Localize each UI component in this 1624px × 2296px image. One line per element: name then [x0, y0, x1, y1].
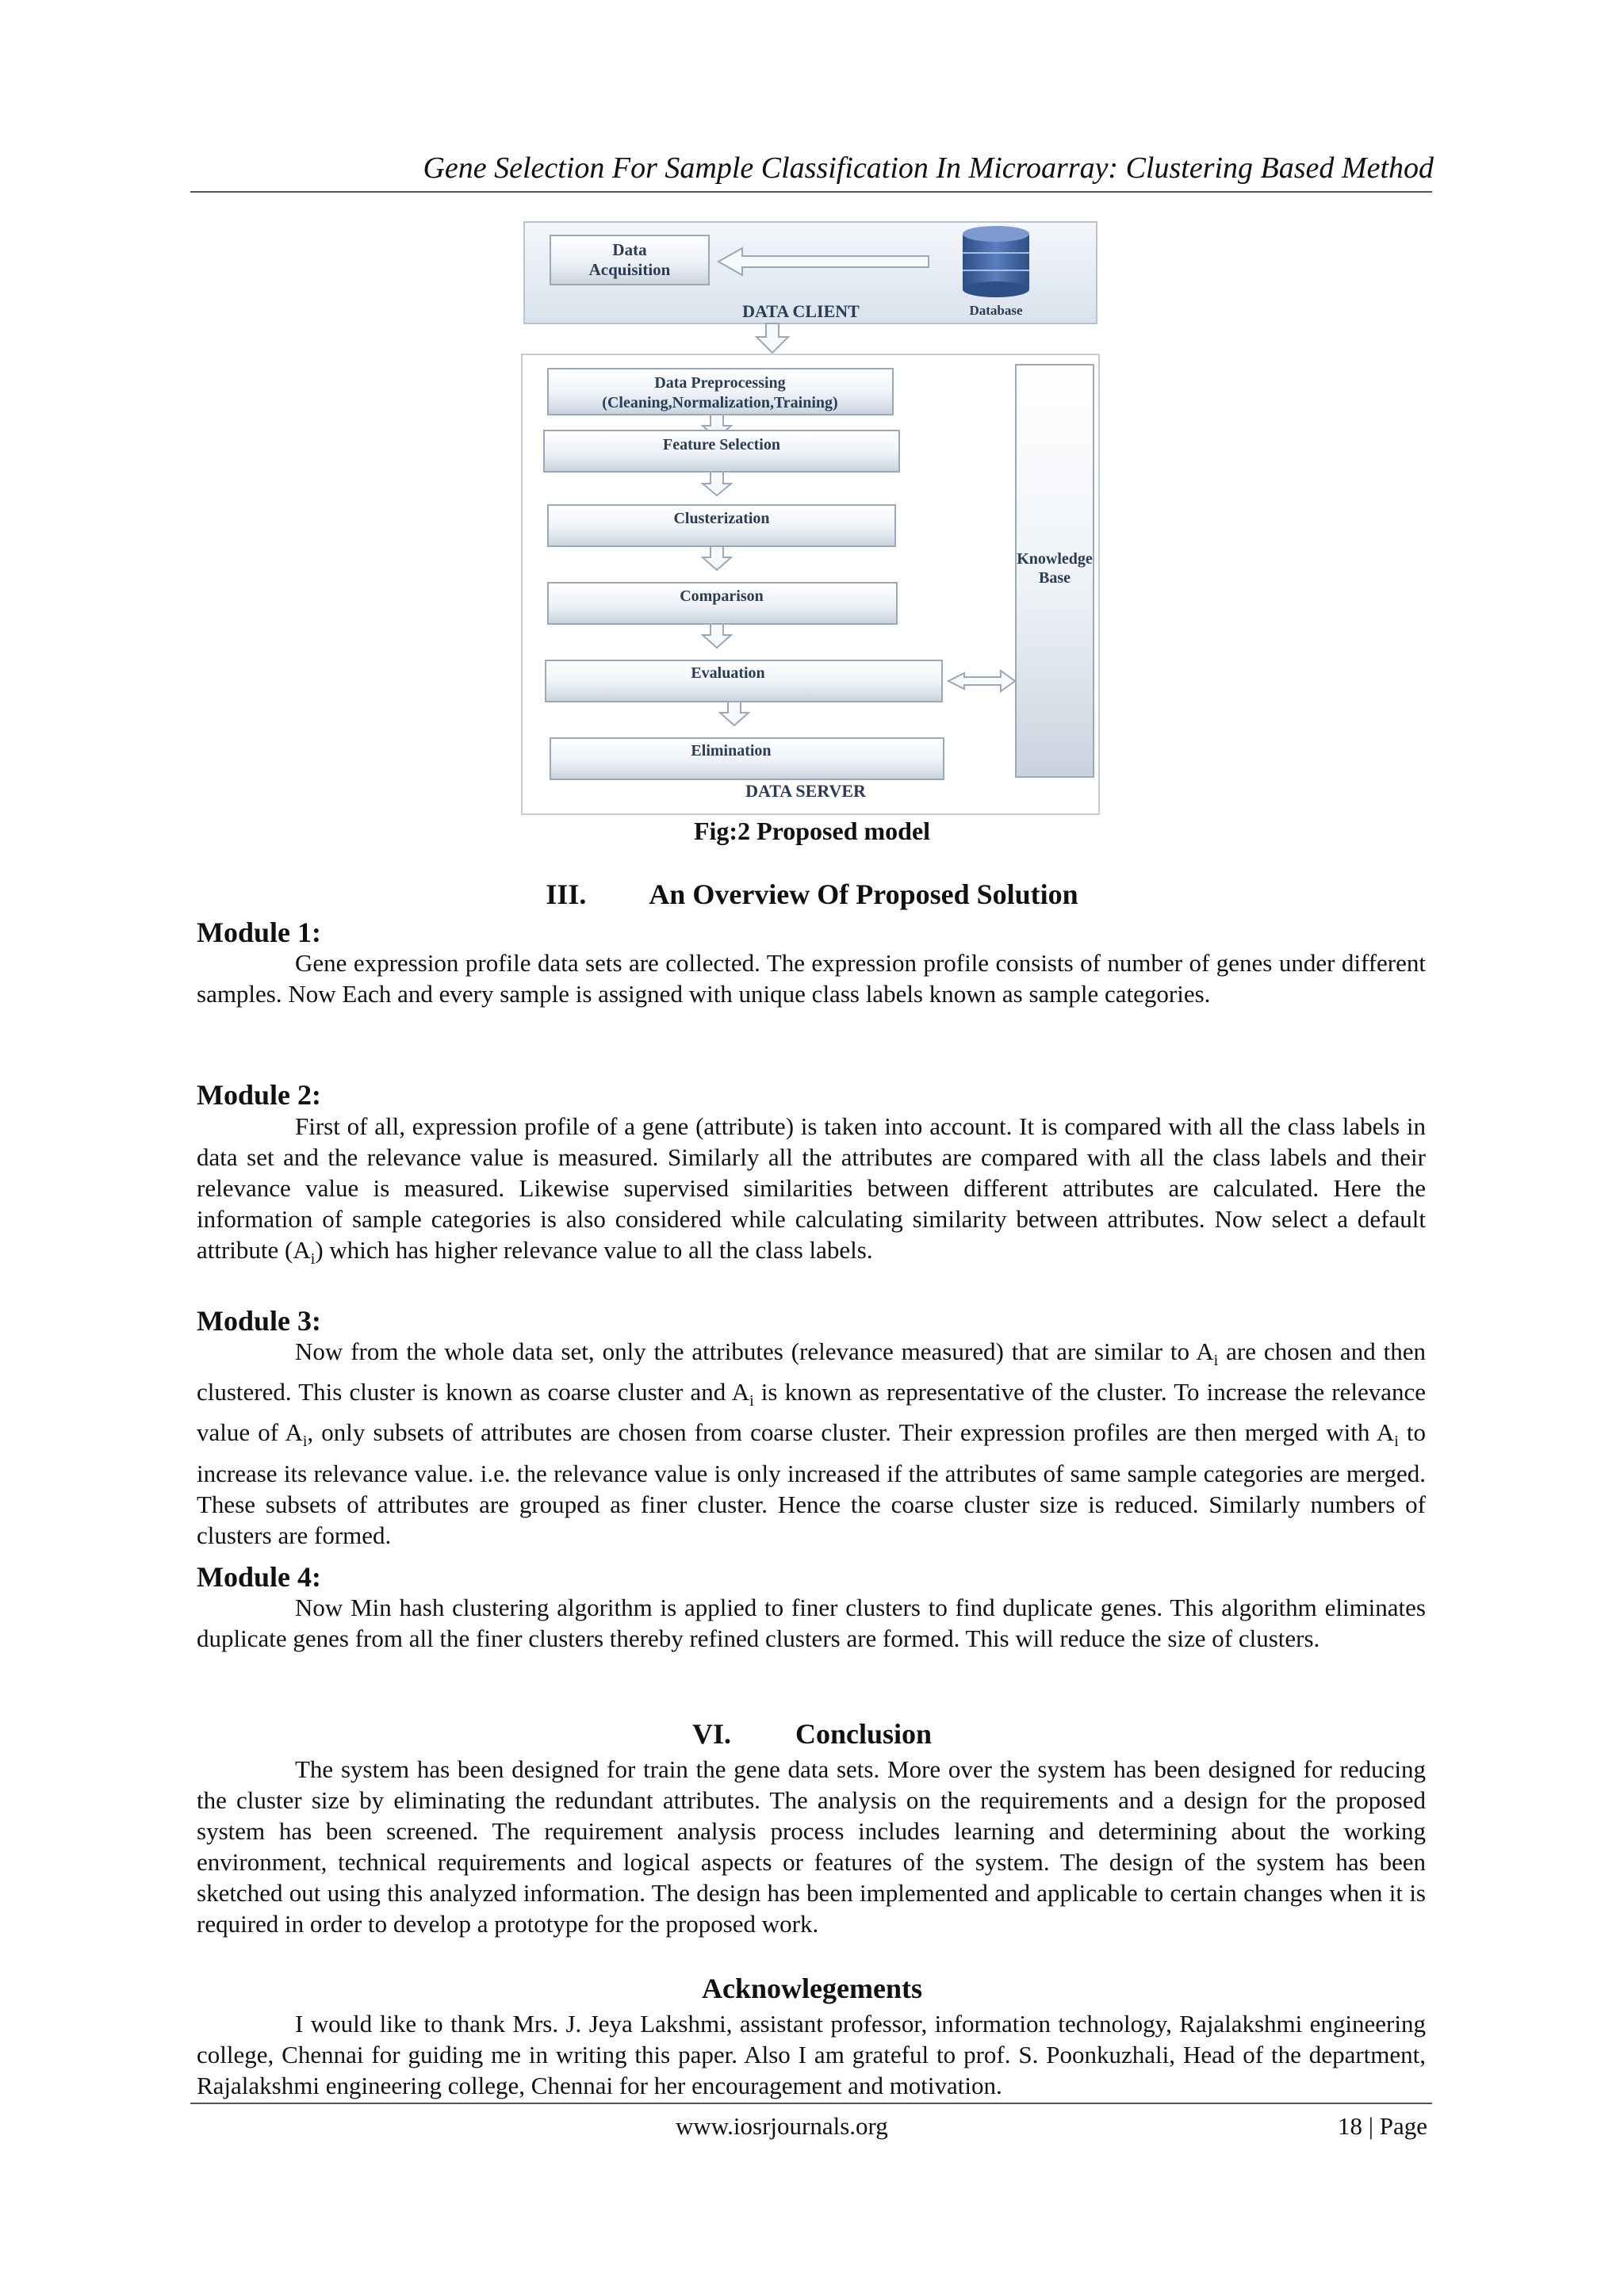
running-header: Gene Selection For Sample Classification In Microarray: Clustering Based Method	[423, 151, 1434, 185]
module-3-part-2: are chosen and then clustered. This cluster is known as coarse cluster and A	[197, 1337, 1426, 1406]
subscript: i	[1394, 1433, 1399, 1451]
down-arrow-icon	[756, 323, 788, 353]
data-server-label: DATA SERVER	[745, 781, 866, 801]
figure-caption: Fig:2 Proposed model	[693, 817, 931, 845]
module-3-part-1: Now from the whole data set, only the attributes (relevance measured) that are similar to A	[295, 1337, 1214, 1365]
section-heading	[0, 1717, 1624, 1751]
module-heading: Module 4:	[197, 1561, 321, 1593]
section-number: III.	[546, 878, 587, 910]
database-icon	[963, 226, 1029, 297]
subscript: i	[302, 1433, 308, 1451]
step-label-preprocessing: Data Preprocessing	[654, 374, 786, 392]
data-client-panel	[524, 222, 1097, 323]
knowledge-base-label-2: Base	[1039, 569, 1071, 587]
section-heading	[0, 878, 1624, 911]
data-client-label: DATA CLIENT	[742, 301, 860, 321]
data-acquisition-label-1: Data	[612, 240, 647, 259]
step-label-evaluation: Evaluation	[691, 664, 765, 682]
acknowledgements-paragraph: I would like to thank Mrs. J. Jeya Lakshmi, assistant professor, information technology, Rajalakshmi engineering college, Chennai for guiding me in writing this paper. Also I am grateful to prof. S. Poonkuzhali, Head of the department, Rajalakshmi engineering college, Chennai for her encouragement and motivation.	[197, 2010, 1426, 2099]
module-2-text-a: First of all, expression profile of a gene (attribute) is taken into account. It is compared with all the class labels in data set and the relevance value is measured. Similarly all the attributes are compared with all the class labels and their relevance value is measured. Likewise supervised similarities between different attributes are calculated. Here the information of sample categories is also considered while calculating similarity between attributes. Now select a default attribute (A	[197, 1112, 1426, 1264]
module-paragraph: Now Min hash clustering algorithm is applied to finer clusters to find duplicate genes. This algorithm eliminates duplicate genes from all the finer clusters thereby refined clusters are formed. This will reduce the size of clusters.	[197, 1594, 1426, 1652]
subscript: i	[310, 1250, 316, 1269]
database-label: Database	[969, 303, 1023, 318]
conclusion-paragraph: The system has been designed for train the gene data sets. More over the system has been designed for reducing the cluster size by eliminating the redundant attributes. The analysis on the requirements and a design for the proposed system has been screened. The requirement analysis process includes learning and determining about the working environment, technical requirements and logical aspects or features of the system. The design of the system has been sketched out using this analyzed information. The design has been implemented and applicable to certain changes when it is required in order to develop a prototype for the proposed work.	[197, 1755, 1426, 1938]
module-paragraph	[197, 1111, 1426, 1275]
footer-rule	[190, 2103, 1432, 2104]
step-label-feature-selection: Feature Selection	[663, 436, 780, 453]
footer-page-number: 18 | Page	[1338, 2112, 1427, 2140]
module-heading: Module 2:	[197, 1079, 321, 1111]
module-3-part-4: , only subsets of attributes are chosen from coarse cluster. Their expression profiles are then merged with A	[307, 1418, 1395, 1447]
data-server-panel	[522, 354, 1099, 814]
module-heading: Module 1:	[197, 916, 321, 948]
subscript: i	[1213, 1352, 1219, 1370]
acknowledgements-heading: Acknowlegements	[702, 1973, 922, 2004]
header-rule	[190, 191, 1432, 193]
knowledge-base-label-1: Knowledge	[1017, 550, 1093, 568]
proposed-model-figure	[520, 218, 1104, 817]
step-label-comparison: Comparison	[680, 587, 764, 605]
module-paragraph: Gene expression profile data sets are collected. The expression profile consists of number of genes under different samples. Now Each and every sample is assigned with unique class labels known as sample categories.	[197, 949, 1426, 1008]
step-subtitle-preprocessing: (Cleaning,Normalization,Training)	[602, 394, 838, 411]
module-2-text-b: ) which has higher relevance value to all the class labels.	[315, 1236, 873, 1264]
data-acquisition-label-2: Acquisition	[588, 260, 671, 279]
footer-website[interactable]: www.iosrjournals.org	[676, 2112, 888, 2140]
section-title: An Overview Of Proposed Solution	[649, 878, 1078, 910]
module-3-part-5: to increase its relevance value. i.e. the relevance value is only increased if the attributes of same sample categories are merged. These subsets of attributes are grouped as finer cluster. Hence the coarse cluster size is reduced. Similarly numbers of clusters are formed.	[197, 1418, 1426, 1549]
step-label-clusterization: Clusterization	[673, 510, 770, 527]
section-number: VI.	[691, 1718, 731, 1750]
section-title: Conclusion	[795, 1718, 933, 1750]
module-heading: Module 3:	[197, 1305, 321, 1337]
module-paragraph	[197, 1336, 1426, 1551]
subscript: i	[749, 1392, 754, 1410]
step-label-elimination: Elimination	[691, 742, 772, 760]
module-3-part-3: is known as representative of the cluster. To increase the relevance value of A	[197, 1378, 1427, 1447]
proposed-model-diagram	[520, 218, 1104, 817]
